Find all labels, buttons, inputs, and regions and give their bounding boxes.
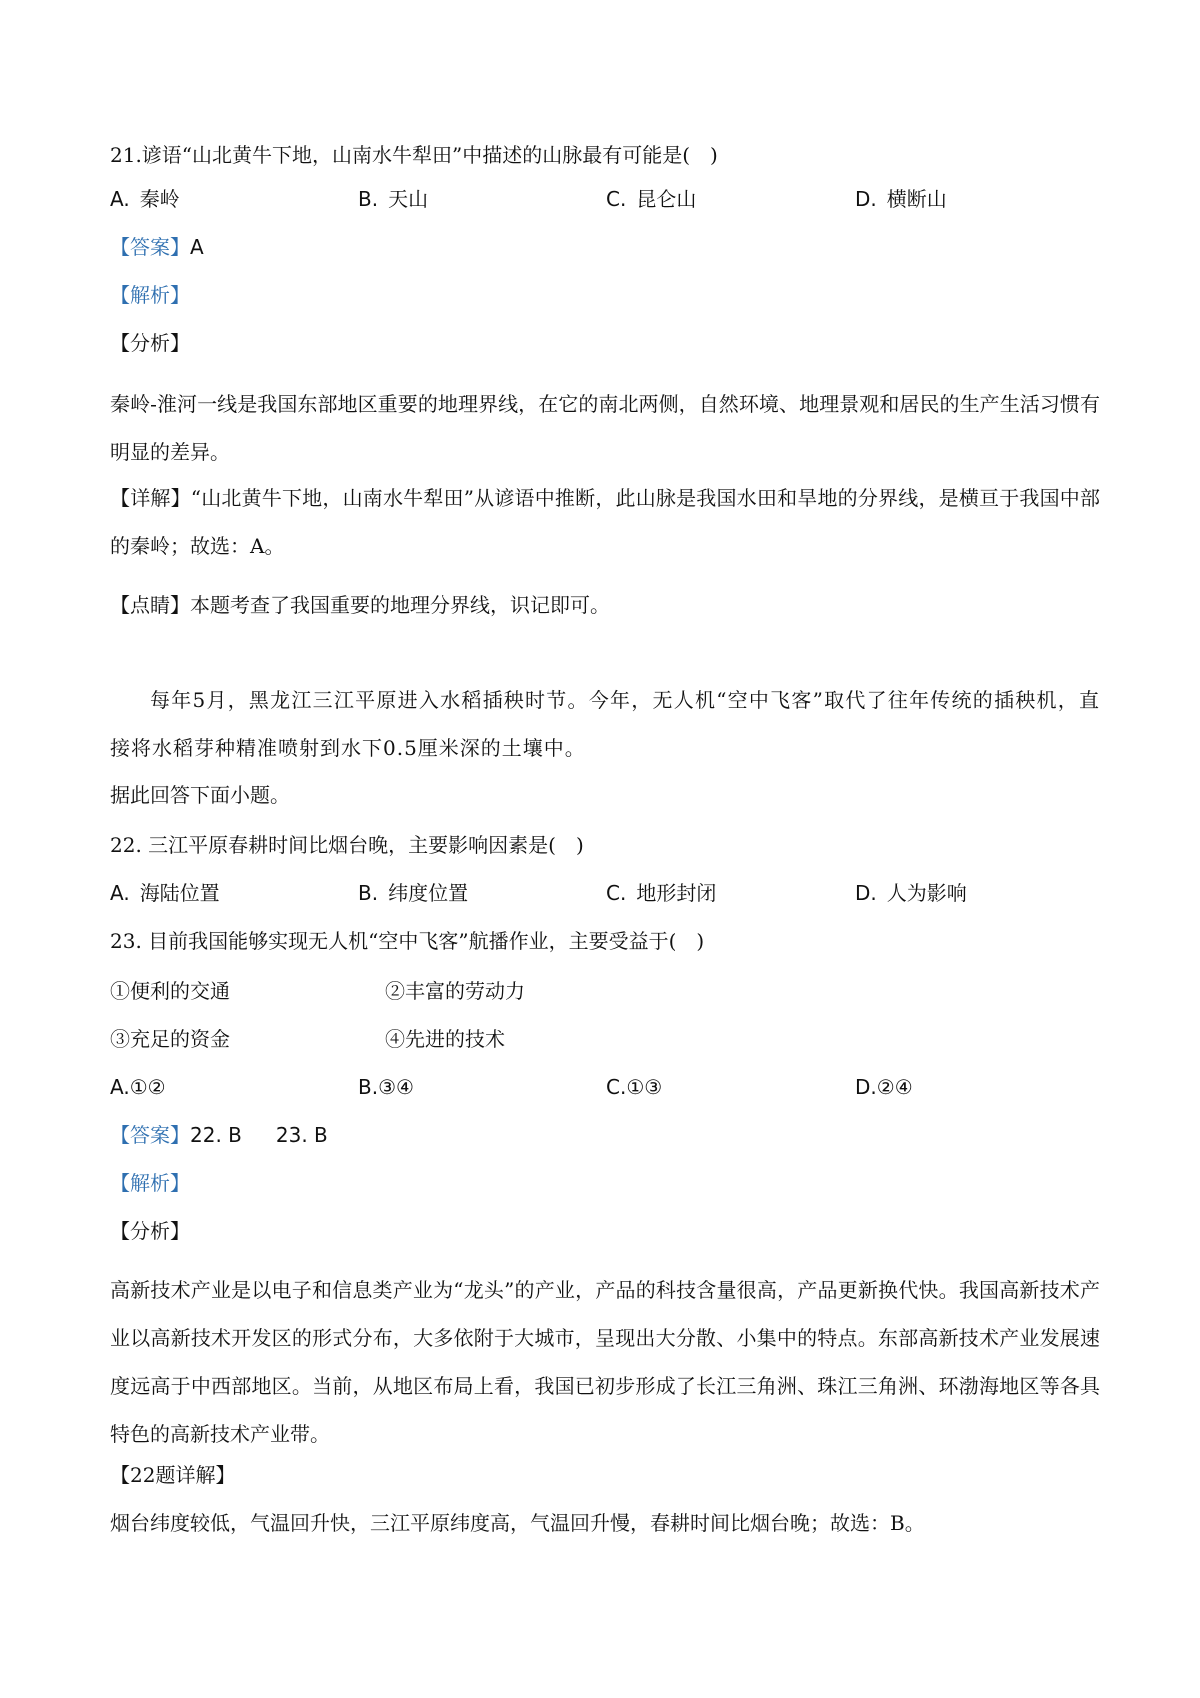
q21-option-b — [358, 184, 428, 214]
q21-fenxi-tag: 【分析】 — [110, 331, 190, 355]
q23-option-c — [606, 1072, 662, 1102]
answer-tag: 【答案】 — [110, 235, 190, 259]
answers-2223-fenxi-text: 高新技术产业是以电子和信息类产业为“龙头”的产业，产品的科技含量很高，产品更新换代快。我国高新技术产业以高新技术开发区的形式分布，大多依附于大城市，呈现出大分散、小集中的特点。东部高新技术产业发展速度远高于中西部地区。当前，从地区布局上看，我国已初步形成了长江三角洲、珠江三角洲、环渤海地区等各具特色的高新技术产业带。 — [110, 1278, 1100, 1446]
option-label: D. — [855, 881, 877, 905]
option-text: 秦岭 — [139, 187, 180, 211]
option-text: 人为影响 — [886, 881, 967, 905]
option-label: A. — [110, 1075, 130, 1099]
q21-dianjing — [110, 590, 610, 620]
option-text: 横断山 — [886, 187, 947, 211]
option-label: B. — [358, 881, 379, 905]
q22-option-c — [606, 878, 716, 908]
q21-analysis-tag: 【解析】 — [110, 283, 190, 307]
q21-stem: 21.谚语“山北黄牛下地，山南水牛犁田”中描述的山脉最有可能是( ) — [110, 143, 718, 167]
option-text: ①② — [129, 1075, 166, 1099]
option-label: D. — [855, 1075, 877, 1099]
dianjing-text: 本题考查了我国重要的地理分界线，识记即可。 — [190, 593, 610, 617]
q21-option-d — [855, 184, 947, 214]
q21-fenxi-text: 秦岭-淮河一线是我国东部地区重要的地理界线，在它的南北两侧，自然环境、地理景观和居民的生产生活习惯有明显的差异。 — [110, 392, 1100, 464]
option-text: 海陆位置 — [139, 881, 220, 905]
q22-option-d — [855, 878, 967, 908]
q22-option-b — [358, 878, 468, 908]
q23-option-b — [358, 1072, 414, 1102]
answer-tag: 【答案】 — [110, 1123, 190, 1147]
option-label: B. — [358, 187, 379, 211]
option-text: ③④ — [378, 1075, 414, 1099]
q23-stem: 23. 目前我国能够实现无人机“空中飞客”航播作业，主要受益于( ) — [110, 929, 705, 953]
xiangjie-text: “山北黄牛下地，山南水牛犁田”从谚语中推断，此山脉是我国水田和旱地的分界线，是横亘于我国中部的秦岭；故选：A。 — [110, 486, 1100, 558]
option-label: B. — [358, 1075, 379, 1099]
option-text: ②④ — [876, 1075, 913, 1099]
option-label: C. — [606, 1075, 627, 1099]
q22-stem: 22. 三江平原春耕时间比烟台晚，主要影响因素是( ) — [110, 833, 584, 857]
option-label: A. — [110, 881, 130, 905]
q21-option-a — [110, 184, 180, 214]
option-label: D. — [855, 187, 877, 211]
answer-23: 23. B — [275, 1123, 328, 1147]
option-text: 地形封闭 — [636, 881, 717, 905]
option-text: 天山 — [388, 187, 429, 211]
material-text: 每年5月，黑龙江三江平原进入水稻插秧时节。今年，无人机“空中飞客”取代了往年传统的插秧机，直接将水稻芽种精准喷射到水下0.5厘米深的土壤中。 — [110, 688, 1100, 760]
q21-xiangjie — [110, 474, 1100, 570]
q23-item-2: ②丰富的劳动力 — [385, 979, 525, 1003]
option-text: 纬度位置 — [388, 881, 469, 905]
dianjing-tag: 【点睛】 — [110, 593, 190, 617]
detail-22-tag: 【22题详解】 — [110, 1463, 236, 1487]
q23-item-1: ①便利的交通 — [110, 979, 230, 1003]
answers-2223-fenxi-tag: 【分析】 — [110, 1219, 190, 1243]
option-label: C. — [606, 187, 627, 211]
answers-2223 — [110, 1120, 328, 1150]
xiangjie-tag: 【详解】 — [110, 486, 191, 510]
q22-option-a — [110, 878, 220, 908]
q23-item-3: ③充足的资金 — [110, 1027, 230, 1051]
option-label: C. — [606, 881, 627, 905]
q21-option-c — [606, 184, 696, 214]
q23-option-d — [855, 1072, 913, 1102]
material-prompt: 据此回答下面小题。 — [110, 783, 290, 807]
detail-22-text: 烟台纬度较低，气温回升快，三江平原纬度高，气温回升慢，春耕时间比烟台晚；故选：B。 — [110, 1511, 925, 1535]
q23-item-4: ④先进的技术 — [385, 1027, 505, 1051]
option-text: ①③ — [626, 1075, 663, 1099]
q23-option-a — [110, 1072, 166, 1102]
answers-2223-analysis-tag: 【解析】 — [110, 1171, 190, 1195]
answer-value: A — [190, 235, 204, 259]
q21-answer — [110, 232, 204, 262]
option-label: A. — [110, 187, 130, 211]
option-text: 昆仑山 — [636, 187, 697, 211]
answer-22: 22. B — [190, 1123, 242, 1147]
